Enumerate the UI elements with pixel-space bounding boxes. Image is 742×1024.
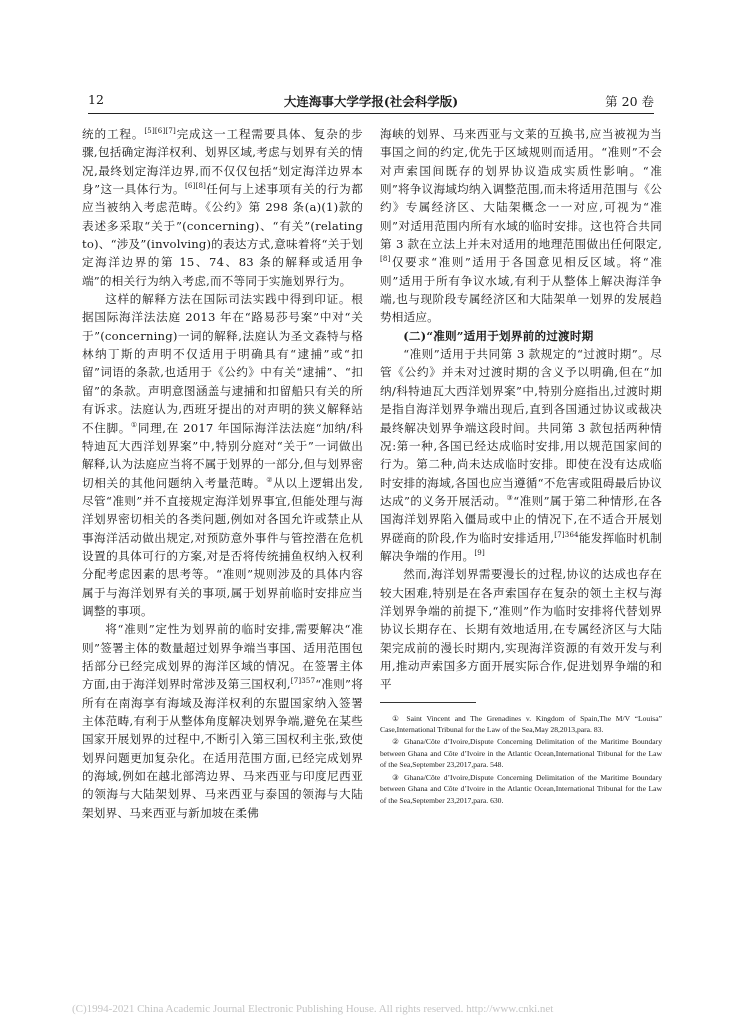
volume-label: 第 20 卷 — [605, 94, 654, 109]
citation-ref: [7]364 — [554, 530, 579, 539]
paragraph-6: 然而,海洋划界需要漫长的过程,协议的达成也存在较大困难,特别是在各声索国存在复杂的领土主权与海洋划界争端的前提下,“准则”作为临时安排将代替划界协议长期存在、长期有效地适用,在专属经济区与大陆架完成前的漫长时期内,实现海洋资源的有效开发与利用,推动声索国多方面开展实际合作,促进划界争端的和平 — [380, 567, 662, 692]
paragraph-3 — [82, 620, 363, 822]
right-column — [380, 125, 662, 807]
text-run: 这样的解释方法在国际司法实践中得到印证。根据国际海洋法法庭 2013 年在“路易莎号案”中对“关于”(concerning)一词的解释,法庭认为圣文森特与格林纳丁斯的声明不仅适用于明确具有“逮捕”或“扣留”词语的条款,也适用于《公约》中有关“逮捕”、“扣留”的条款。声明意图涵盖与逮捕和扣留船只有关的所有诉求。法庭认为,西班牙提出的对声明的狭义解释站不住脚。 — [82, 292, 363, 435]
section-subheading: (二)“准则”适用于划界前的过渡时期 — [403, 328, 594, 343]
text-run: 海峡的划界、马来西亚与文莱的互换书,应当被视为当事国之间的约定,优先于区域规则而适用。“准则”不会对声索国间既存的划界协议造成实质性影响。“准则”将争议海域均纳入调整范围,而未将适用范围与《公约》专属经济区、大陆架概念一一对应,可视为“准则”对适用范围内所有水域的临时安排。这也符合共同第 3 款在立法上并未对适用的地理范围做出任何限定, — [380, 127, 662, 252]
citation-ref: [5][6][7] — [144, 127, 176, 136]
text-run: 任何与上述事项有关的行为都应当被纳入考虑范畴。《公约》第 298 条(a)(1)款的表述多采取“关于”(concerning)、“有关”(relating to)、“涉及”(involving)的表达方式,意味着将“关于划定海洋边界的第 15、74、83 条的解释或适用争端”的相关行为纳入考虑,而不等同于实施划界行为。 — [82, 182, 363, 288]
cnki-watermark: (C)1994-2021 China Academic Journal Electronic Publishing House. All rights reserved. http://www.cnki.net — [72, 1003, 554, 1015]
footnote-1: ① Saint Vincent and The Grenadines v. Kingdom of Spain,The M/V “Louisa” Case,International Tribunal for the Law of the Sea,May 28,2013,para. 83. — [380, 713, 662, 735]
text-run: “准则”属于第二种情形,在各国海洋划界陷入僵局或中止的情况下,在不适合开展划界磋商的阶段,作为临时安排适用, — [380, 493, 662, 545]
text-run: 完成这一工程需要具体、复杂的步骤,包括确定海洋权利、划界区域,考虑与划界有关的情况,最终划定海洋边界,而不仅仅包括“划定海洋边界本身”这一具体行为。 — [82, 127, 363, 197]
text-run: 将“准则”定性为划界前的临时安排,需要解决“准则”签署主体的数量超过划界争端当事国、适用范围包括部分已经完成划界的海洋区域的情况。在签署主体方面,由于海洋划界时常涉及第三国权利, — [82, 622, 363, 692]
footnote-marker: ③ — [506, 494, 514, 503]
paragraph-4 — [380, 125, 662, 327]
footnote-rule — [380, 702, 476, 703]
header-rule — [88, 113, 654, 114]
citation-ref: [7]357 — [290, 677, 316, 686]
journal-title: 大连海事大学学报(社会科学版) — [283, 94, 459, 109]
text-run: “准则”将所有在南海享有海域及海洋权利的东盟国家纳入签署主体范畴,有利于从整体角度解决划界争端,避免在某些国家开展划界的过程中,不断引入第三国权利主张,致使划界问题更加复杂化。在适用范围方面,已经完成划界的海域,例如在越北部湾边界、马来西亚与印度尼西亚的领海与大陆架划界、马来西亚与泰国的领海与大陆架划界、马来西亚与新加坡在柔佛 — [82, 677, 363, 820]
paragraph-2 — [82, 290, 363, 620]
text-run: “准则”适用于共同第 3 款规定的“过渡时期”。尽管《公约》并未对过渡时期的含义予以明确,但在“加纳/科特迪瓦大西洋划界案”中,特别分庭指出,过渡时期是指自海洋划界争端出现后,直到各国通过协议或裁决最终解决划界争端这段时间。共同第 3 款包括两种情况:第一种,各国已经达成临时安排,用以规范国家间的行为。第二种,尚未达成临时安排。即使在没有达成临时安排的海域,各国也应当遵循“不危害或阻碍最后协议达成”的义务开展活动。 — [380, 347, 662, 508]
running-header — [88, 92, 654, 114]
citation-ref: [6][8] — [185, 182, 207, 191]
text-run: 仅要求“准则”适用于各国意见相反区域。将“准则”适用于所有争议水域,有利于从整体上解决海洋争端,也与现阶段专属经济区和大陆架单一划界的发展趋势相适应。 — [380, 255, 662, 325]
footnote-marker: ② — [266, 475, 274, 484]
footnote-2: ② Ghana/Côte d’Ivoire,Dispute Concerning Delimitation of the Maritime Boundary between Ghana and Côte d’Ivoire in the Atlantic Ocean,International Tribunal for the Law of the Sea,September 23,2017,para. 548. — [380, 737, 662, 770]
footnotes — [380, 713, 662, 806]
page-number: 12 — [88, 92, 104, 107]
text-run: 能发挥临时机制解决争端的作用。 — [380, 530, 662, 563]
text-run: 统的工程。 — [82, 127, 145, 141]
citation-ref: [8] — [380, 255, 391, 264]
paragraph-1 — [82, 125, 363, 290]
text-run: 从以上逻辑出发,尽管“准则”并不直接规定海洋划界事宜,但能处理与海洋划界密切相关的各类问题,例如对各国允许或禁止从事海洋活动做出规定,对预防意外事件与管控潜在危机设置的具体可行的方案,对是否将传统捕鱼权纳入权利分配考虑因素的思考等。“准则”规则涉及的具体内容属于与海洋划界有关的事项,属于划界前临时安排应当调整的事项。 — [82, 475, 363, 618]
citation-ref: [9] — [474, 549, 485, 558]
footnote-3: ③ Ghana/Côte d’Ivoire,Dispute Concerning Delimitation of the Maritime Boundary between Ghana and Côte d’Ivoire in the Atlantic Ocean,International Tribunal for the Law of the Sea,September 23,2017,para. 630. — [380, 772, 662, 805]
paragraph-5 — [380, 345, 662, 565]
text-run: 同理,在 2017 年国际海洋法法庭“加纳/科特迪瓦大西洋划界案”中,特别分庭对“关于”一词做出解释,认为法庭应当将不属于划界的一部分,但与划界密切相关的其他问题纳入考量范畴。 — [82, 420, 363, 490]
left-column — [82, 125, 363, 822]
footnote-marker: ① — [130, 420, 138, 429]
